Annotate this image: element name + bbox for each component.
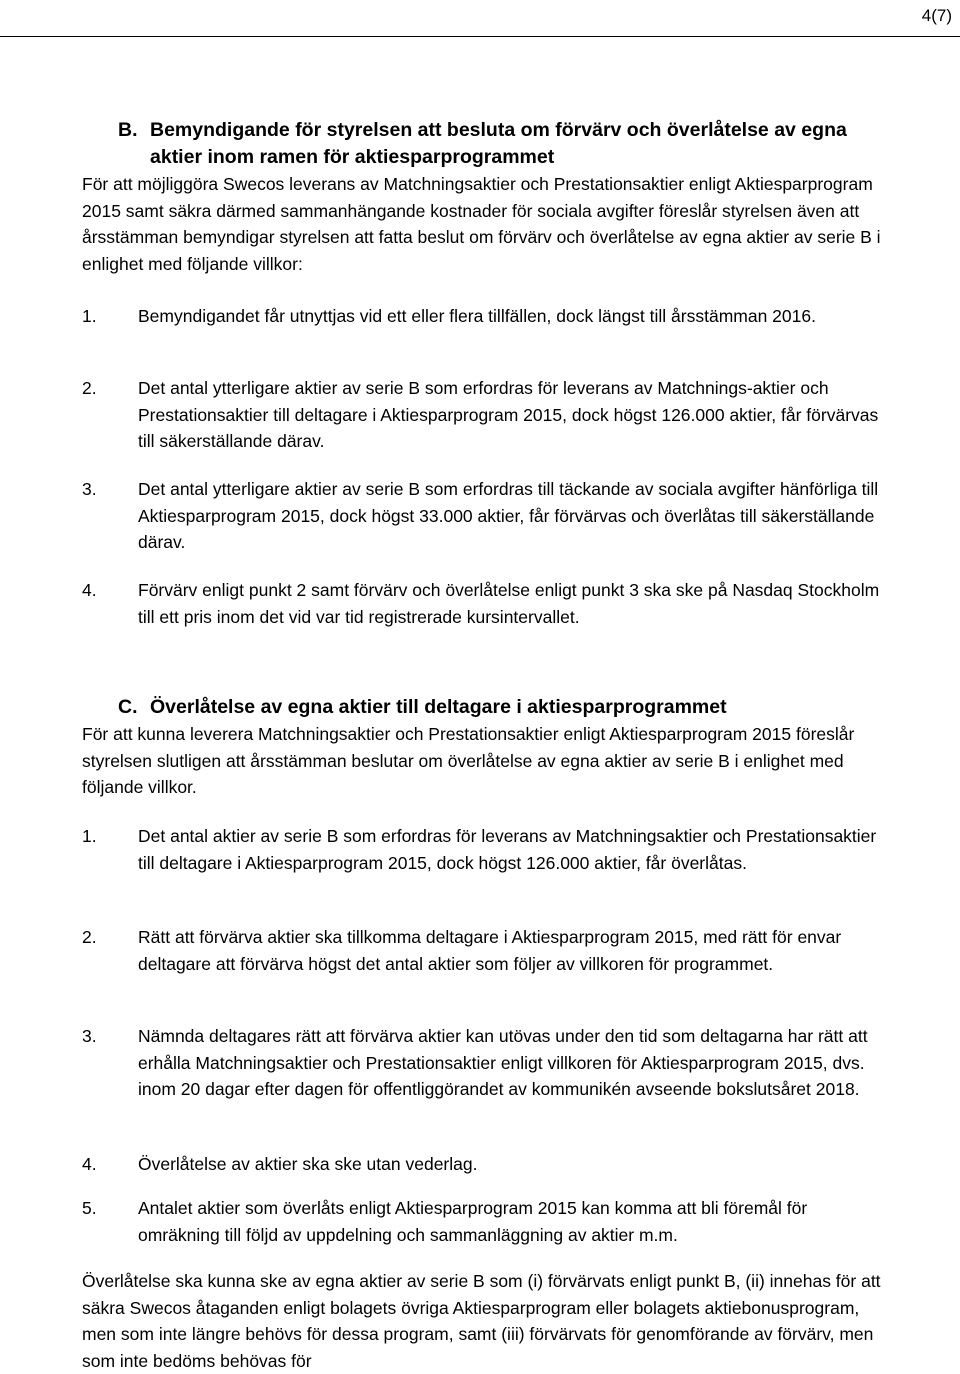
- list-text: Antalet aktier som överlåts enligt Aktiesparprogram 2015 kan komma att bli föremål för omräkning till följd av uppdelning och sammanläggning av aktier m.m.: [138, 1198, 808, 1245]
- list-number: 2.: [82, 927, 97, 947]
- section-c-number: C.: [118, 696, 138, 718]
- section-b: [82, 117, 882, 277]
- section-b-intro: För att möjliggöra Swecos leverans av Matchningsaktier och Prestationsaktier enligt Aktiesparprogram 2015 samt säkra därmed sammanhängande kostnader för sociala avgifter föreslår styrelsen även att årsstämman bemyndigar styrelsen att fatta beslut om förvärv och överlåtelse av egna aktier av serie B i enlighet med följande villkor:: [82, 174, 881, 274]
- list-number: 1.: [82, 826, 97, 846]
- section-c-item-4: [82, 1151, 882, 1178]
- section-b-item-1: [82, 303, 882, 330]
- list-number: 4.: [82, 580, 97, 600]
- list-number: 3.: [82, 1026, 97, 1046]
- header-rule: [0, 36, 960, 37]
- section-c-intro: För att kunna leverera Matchningsaktier och Prestationsaktier enligt Aktiesparprogram 2015 föreslår styrelsen slutligen att årsstämman beslutar om överlåtelse av egna aktier av serie B i enlighet med följande villkor.: [82, 724, 855, 797]
- list-text: Bemyndigandet får utnyttjas vid ett eller flera tillfällen, dock längst till årsstämman 2016.: [138, 306, 816, 326]
- section-b-number: B.: [118, 119, 138, 141]
- section-c-item-5: [82, 1195, 882, 1248]
- section-c-heading: [82, 694, 882, 721]
- section-b-heading: [82, 117, 882, 171]
- closing-paragraph-wrap: [82, 1268, 882, 1374]
- list-number: 4.: [82, 1154, 97, 1174]
- section-c-title: Överlåtelse av egna aktier till deltagare i aktiesparprogrammet: [150, 696, 727, 718]
- section-b-item-4: [82, 577, 882, 630]
- list-text: Överlåtelse av aktier ska ske utan vederlag.: [138, 1154, 478, 1174]
- section-c-item-2: [82, 924, 882, 977]
- list-number: 3.: [82, 479, 97, 499]
- page-number: 4(7): [921, 6, 952, 25]
- list-text: Det antal aktier av serie B som erfordras för leverans av Matchningsaktier och Prestationsaktier till deltagare i Aktiesparprogram 2015, dock högst 126.000 aktier, får överlåtas.: [138, 826, 877, 873]
- list-number: 2.: [82, 378, 97, 398]
- section-b-item-2: [82, 375, 882, 455]
- list-text: Förvärv enligt punkt 2 samt förvärv och överlåtelse enligt punkt 3 ska ske på Nasdaq Stockholm till ett pris inom det vid var tid registrerade kursintervallet.: [138, 580, 880, 627]
- list-number: 5.: [82, 1198, 97, 1218]
- section-c-item-3: [82, 1023, 882, 1103]
- section-c: [82, 694, 882, 801]
- list-number: 1.: [82, 306, 97, 326]
- section-c-item-1: [82, 823, 882, 876]
- section-b-item-3: [82, 476, 882, 556]
- list-text: Rätt att förvärva aktier ska tillkomma deltagare i Aktiesparprogram 2015, med rätt för envar deltagare att förvärva högst det antal aktier som följer av villkoren för programmet.: [138, 927, 842, 974]
- closing-paragraph: Överlåtelse ska kunna ske av egna aktier av serie B som (i) förvärvats enligt punkt B, (ii) innehas för att säkra Swecos åtaganden enligt bolagets övriga Aktiesparprogram eller bolagets aktiebonusprogram, men som inte längre behövs för dessa program, samt (iii) förvärvats för genomförande av förvärv, men som inte bedöms behövas för: [82, 1271, 881, 1371]
- section-b-title: Bemyndigande för styrelsen att besluta om förvärv och överlåtelse av egna aktier inom ramen för aktiesparprogrammet: [150, 119, 847, 168]
- list-text: Nämnda deltagares rätt att förvärva aktier kan utövas under den tid som deltagarna har rätt att erhålla Matchningsaktier och Prestationsaktier enligt villkoren för Aktiesparprogram 2015, dvs. inom 20 dagar efter dagen för offentliggörandet av kommunikén avseende bokslutsåret 2018.: [138, 1026, 868, 1099]
- list-text: Det antal ytterligare aktier av serie B som erfordras för leverans av Matchnings-aktier och Prestationsaktier till deltagare i Aktiesparprogram 2015, dock högst 126.000 aktier, får förvärvas till säkerställande därav.: [138, 378, 879, 451]
- list-text: Det antal ytterligare aktier av serie B som erfordras till täckande av sociala avgifter hänförliga till Aktiesparprogram 2015, dock högst 33.000 aktier, får förvärvas och överlåtas till säkerställande därav.: [138, 479, 879, 552]
